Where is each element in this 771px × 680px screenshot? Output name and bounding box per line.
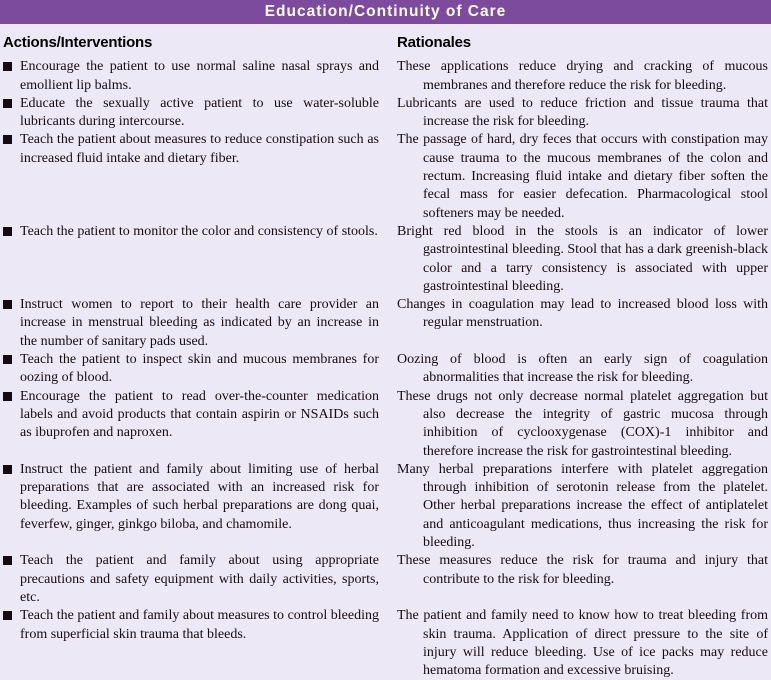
table-row: [3, 461, 768, 552]
action-text: Instruct the patient and family about limiting use of herbal preparations that are associated with an increased risk for bleeding. Examples of such herbal preparations are dong quai, feverfew, ginger, ginkgo biloba, and chamomile.: [20, 461, 379, 532]
table-content: [0, 24, 771, 680]
bullet-square-icon: [3, 227, 12, 236]
table-row: [3, 131, 768, 222]
table-row: [3, 607, 768, 680]
rationale-text: Many herbal preparations interfere with platelet aggregation through inhibition of serotonin release from the platelet. Other herbal preparations increase the effect of antiplatelet and anticoagulant medications, thus increasing the risk for bleeding.: [397, 461, 768, 551]
action-cell: [3, 607, 379, 680]
rationale-text: These applications reduce drying and cracking of mucous membranes and therefore reduce the risk for bleeding.: [397, 59, 768, 93]
rationale-text: Bright red blood in the stools is an indicator of lower gastrointestinal bleeding. Stool that has a dark greenish-black color and a tarry consistency is associated with upper gastrointestinal bleeding.: [397, 223, 768, 294]
bullet-square-icon: [3, 392, 12, 401]
table-row: [3, 388, 768, 461]
rationale-text: Changes in coagulation may lead to increased blood loss with regular menstruation.: [397, 297, 768, 331]
action-cell: [3, 296, 379, 351]
column-header-row: [3, 24, 768, 58]
action-text: Encourage the patient to use normal saline nasal sprays and emollient lip balms.: [20, 59, 379, 93]
section-header-bar: [0, 0, 771, 24]
table-row: [3, 351, 768, 388]
rationale-text: These drugs not only decrease normal platelet aggregation but also decrease the integrity of gastric mucosa through inhibition of cyclooxygenase (COX)-1 inhibitor and therefore increase the risk for gastrointestinal bleeding.: [397, 388, 768, 459]
table-row: [3, 296, 768, 351]
bullet-square-icon: [3, 135, 12, 144]
action-text: Teach the patient and family about using appropriate precautions and safety equipment with daily activities, sports, etc.: [20, 553, 379, 605]
action-cell: [3, 223, 379, 296]
action-text: Teach the patient to monitor the color and consistency of stools.: [20, 223, 378, 239]
action-cell: [3, 388, 379, 461]
action-text: Teach the patient to inspect skin and mucous membranes for oozing of blood.: [20, 352, 379, 386]
action-text: Teach the patient and family about measures to control bleeding from superficial skin trauma that bleeds.: [20, 608, 379, 642]
action-cell: [3, 58, 379, 95]
action-cell: [3, 552, 379, 607]
rationale-text: Lubricants are used to reduce friction and tissue trauma that increase the risk for bleeding.: [397, 95, 768, 130]
table-row: [3, 95, 768, 132]
column-header-rationales: Rationales: [397, 34, 471, 51]
action-cell: [3, 131, 379, 222]
table-row: [3, 552, 768, 607]
bullet-square-icon: [3, 300, 12, 309]
bullet-square-icon: [3, 465, 12, 474]
rationale-text: Oozing of blood is often an early sign of coagulation abnormalities that increase the risk for bleeding.: [397, 352, 768, 386]
bullet-square-icon: [3, 355, 12, 364]
bullet-square-icon: [3, 556, 12, 565]
section-title: Education/Continuity of Care: [264, 2, 507, 20]
action-text: Teach the patient about measures to reduce constipation such as increased fluid intake and dietary fiber.: [20, 132, 379, 166]
action-text: Instruct women to report to their health care provider an increase in menstrual bleeding as indicated by an increase in the number of sanitary pads used.: [20, 297, 379, 349]
rationale-text: These measures reduce the risk for trauma and injury that contribute to the risk for bleeding.: [397, 553, 768, 587]
action-cell: [3, 461, 379, 552]
action-text: Encourage the patient to read over-the-counter medication labels and avoid products that contain aspirin or NSAIDs such as ibuprofen and naproxen.: [20, 388, 379, 441]
action-cell: [3, 351, 379, 388]
rationale-text: The patient and family need to know how to treat bleeding from skin trauma. Application of direct pressure to the site of injury will reduce bleeding. Use of ice packs may reduce hematoma formation and excessive bruising.: [397, 608, 768, 679]
table-row: [3, 58, 768, 95]
action-cell: [3, 95, 379, 132]
bullet-square-icon: [3, 62, 12, 71]
column-header-actions: Actions/Interventions: [3, 34, 153, 51]
bullet-square-icon: [3, 99, 12, 108]
rationale-text: The passage of hard, dry feces that occurs with constipation may cause trauma to the mucous membranes of the colon and rectum. Increasing fluid intake and dietary fiber soften the fecal mass for easier defecation. Pharmacological stool softeners may be needed.: [397, 132, 768, 221]
action-text: Educate the sexually active patient to use water-soluble lubricants during intercourse.: [20, 95, 379, 130]
bullet-square-icon: [3, 611, 12, 620]
table-row: [3, 223, 768, 296]
